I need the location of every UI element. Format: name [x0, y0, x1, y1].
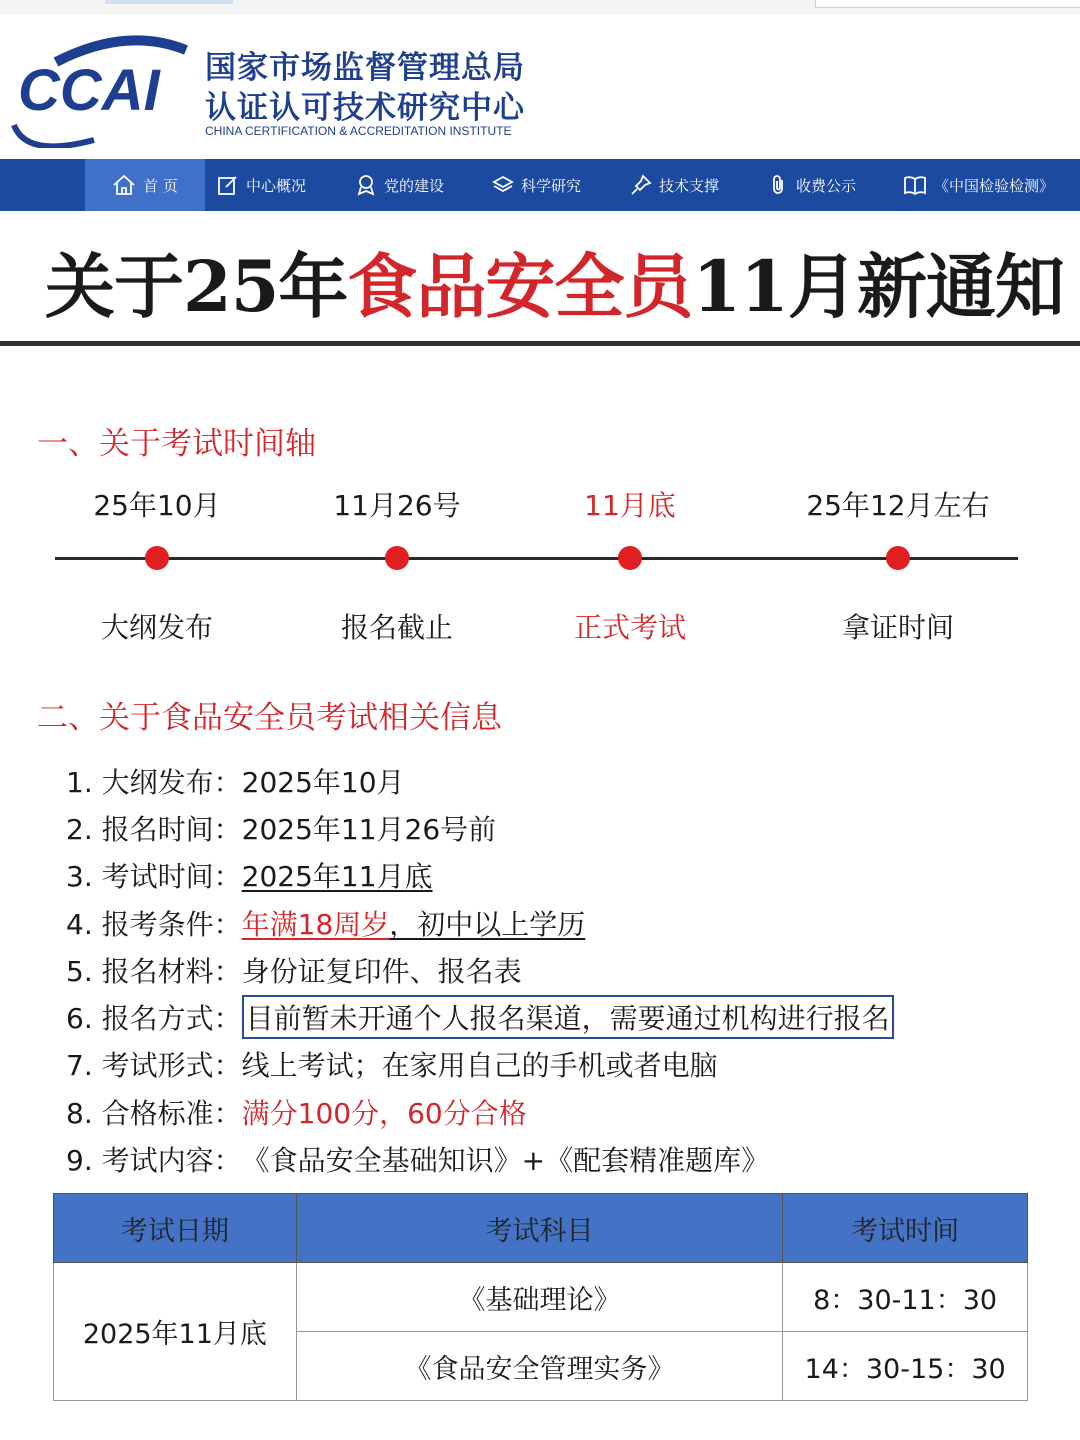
list-item: [66, 946, 894, 993]
timeline-date: 11月26号: [333, 489, 461, 522]
edit-icon: [217, 174, 239, 196]
timeline-line: [55, 557, 1018, 560]
item-value: 线上考试；在家用自己的手机或者电脑: [241, 1049, 718, 1083]
item-label: 8. 合格标准：: [66, 1096, 242, 1130]
book-icon: [903, 174, 927, 196]
header-exam-date: 考试日期: [54, 1194, 297, 1263]
nav-item-support[interactable]: [630, 159, 719, 211]
list-item: [66, 1088, 894, 1135]
timeline-date: 25年12月左右: [806, 489, 990, 522]
item-value: ，初中以上学历: [389, 907, 586, 941]
nav-item-label: 中心概况: [246, 176, 307, 195]
item-label: 9. 考试内容：: [66, 1144, 242, 1178]
list-item: [66, 993, 894, 1040]
timeline-label: 正式考试: [573, 611, 687, 644]
item-value-highlight: 年满18周岁: [241, 907, 390, 941]
section2-title: 二、关于食品安全员考试相关信息: [37, 700, 502, 736]
logo-text: CCAI: [18, 58, 160, 123]
list-item: [66, 899, 894, 946]
item-label: 6. 报名方式：: [66, 1002, 242, 1036]
org-name-en: CHINA CERTIFICATION & ACCREDITATION INSTITUTE: [205, 124, 512, 138]
cell-time: 14：30-15：30: [783, 1332, 1028, 1401]
timeline-dot: [145, 546, 169, 570]
nav-item-label: 科学研究: [521, 176, 582, 195]
table-row: [54, 1263, 1028, 1332]
item-value: 2025年11月底: [241, 860, 433, 894]
exam-schedule-table: [53, 1193, 1028, 1401]
timeline-dot: [886, 546, 910, 570]
top-right-box: [815, 0, 1080, 8]
pin-icon: [630, 174, 652, 196]
cell-subject: 《食品安全管理实务》: [296, 1332, 782, 1401]
org-name-cn-line1: 国家市场监督管理总局: [205, 50, 525, 86]
nav-item-label: 党的建设: [384, 176, 445, 195]
item-label: 1. 大纲发布：: [66, 765, 242, 799]
nav-item-fees[interactable]: [767, 159, 856, 211]
item-value: 2025年11月26号前: [241, 812, 497, 846]
list-item: [66, 1041, 894, 1088]
cell-subject: 《基础理论》: [296, 1263, 782, 1332]
site-header: [0, 20, 1080, 158]
item-value: 身份证复印件、报名表: [241, 954, 522, 988]
title-highlight: 食品安全员: [347, 245, 693, 328]
item-value: 《食品安全基础知识》+《配套精准题库》: [241, 1144, 770, 1178]
nav-item-label: 收费公示: [796, 176, 857, 195]
list-item: [66, 804, 894, 851]
header-exam-subject: 考试科目: [296, 1194, 782, 1263]
item-label: 3. 考试时间：: [66, 860, 242, 894]
item-label: 5. 报名材料：: [66, 954, 242, 988]
award-icon: [355, 174, 377, 196]
list-item: [66, 852, 894, 899]
browser-tab-indicator: [105, 0, 233, 4]
timeline-dot: [618, 546, 642, 570]
nav-item-research[interactable]: [492, 159, 581, 211]
item-value: 满分100分，60分合格: [241, 1096, 527, 1130]
title-part2: 11月新通知: [692, 245, 1064, 328]
item-label: 7. 考试形式：: [66, 1049, 242, 1083]
list-item: [66, 757, 894, 804]
cell-date: 2025年11月底: [54, 1263, 297, 1401]
item-value: 目前暂未开通个人报名渠道，需要通过机构进行报名: [242, 995, 894, 1039]
nav-item-home[interactable]: [85, 159, 205, 211]
list-item: [66, 1135, 894, 1182]
timeline-dot: [385, 546, 409, 570]
main-nav: [0, 159, 1080, 211]
title-part1: 关于25年: [45, 245, 348, 328]
cell-time: 8：30-11：30: [783, 1263, 1028, 1332]
nav-item-label: 技术支撑: [659, 176, 720, 195]
timeline-label: 报名截止: [340, 611, 454, 644]
timeline-label: 拿证时间: [841, 611, 955, 644]
page-title: [45, 231, 1064, 332]
nav-item-about[interactable]: [217, 159, 306, 211]
nav-item-label: 《中国检验检测》: [934, 176, 1055, 195]
paperclip-icon: [767, 174, 789, 196]
top-strip: [0, 0, 1080, 14]
org-name-cn-line2: 认证认可技术研究中心: [205, 90, 525, 126]
nav-item-party[interactable]: [355, 159, 444, 211]
home-icon: [112, 174, 136, 196]
info-list: [66, 757, 894, 1183]
table-header-row: [54, 1194, 1028, 1263]
headline-banner: [0, 211, 1080, 346]
timeline-date: 11月底: [584, 489, 676, 522]
nav-item-label: 首 页: [143, 176, 178, 195]
header-exam-time: 考试时间: [783, 1194, 1028, 1263]
ccai-logo[interactable]: [6, 30, 191, 148]
section1-title: 一、关于考试时间轴: [37, 426, 316, 462]
item-value: 2025年10月: [241, 765, 405, 799]
timeline-label: 大纲发布: [100, 611, 214, 644]
timeline-date: 25年10月: [93, 489, 221, 522]
item-label: 2. 报名时间：: [66, 812, 242, 846]
nav-item-journal[interactable]: [903, 159, 1054, 211]
item-label: 4. 报考条件：: [66, 907, 242, 941]
layers-icon: [492, 174, 514, 196]
